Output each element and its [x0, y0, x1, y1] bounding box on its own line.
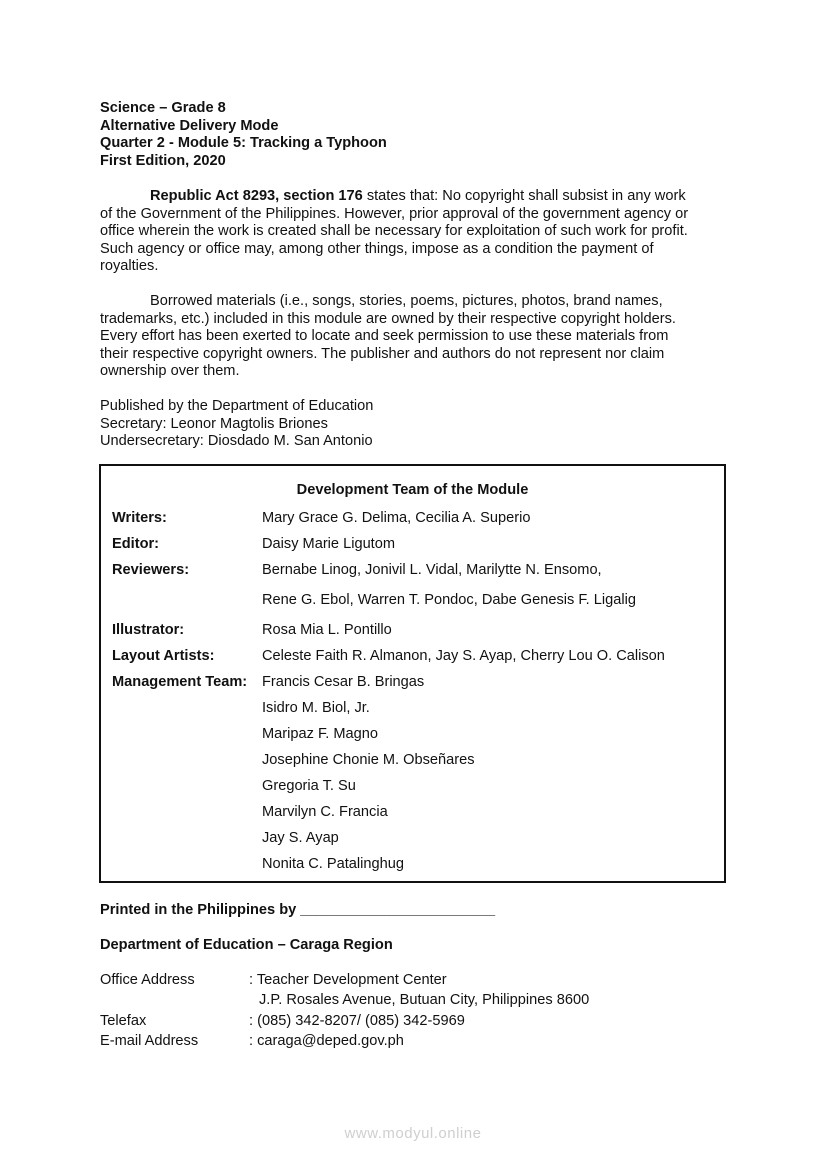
copyright-line-5: royalties. — [100, 258, 159, 274]
secretary: Secretary: Leonor Magtolis Briones — [100, 415, 328, 432]
role-names: Maripaz F. Magno — [262, 726, 378, 742]
office-address-label: Office Address — [100, 972, 195, 988]
borrowed-line-4: their respective copyright owners. The publisher and authors do not represent nor claim — [100, 345, 665, 362]
copyright-line-2: of the Government of the Philippines. However, prior approval of the government agency or — [100, 205, 689, 222]
borrowed-materials-paragraph — [100, 293, 740, 381]
role-names: Mary Grace G. Delima, Cecilia A. Superio — [262, 510, 531, 526]
printed-by: Printed in the Philippines by ________________________ — [100, 902, 496, 918]
role-names: Rosa Mia L. Pontillo — [262, 622, 392, 638]
publisher-info — [100, 398, 373, 451]
module-header — [100, 100, 387, 170]
telefax-value: : (085) 342-8207/ (085) 342-5969 — [249, 1013, 465, 1029]
borrowed-line-5: ownership over them. — [100, 363, 240, 379]
borrowed-line-3: Every effort has been exerted to locate and seek permission to use these materials from — [100, 328, 669, 344]
role-names: Celeste Faith R. Almanon, Jay S. Ayap, Cherry Lou O. Calison — [262, 648, 665, 664]
republic-act-citation: Republic Act 8293, section 176 — [150, 188, 363, 204]
development-team-title: Development Team of the Module — [296, 482, 529, 498]
copyright-line-3: office wherein the work is created shall be necessary for exploitation of such work for profit. — [100, 223, 688, 239]
office-address-line-1: : Teacher Development Center — [249, 972, 447, 988]
region-heading: Department of Education – Caraga Region — [100, 937, 393, 953]
copyright-text: states that: No copyright shall subsist in any work — [362, 188, 686, 204]
role-names: Jay S. Ayap — [262, 830, 339, 846]
header-edition: First Edition, 2020 — [100, 152, 226, 169]
role-names: Marvilyn C. Francia — [262, 804, 388, 820]
copyright-paragraph — [100, 188, 740, 276]
borrowed-line-1: Borrowed materials (i.e., songs, stories, poems, pictures, photos, brand names, — [150, 293, 663, 309]
role-label: Layout Artists: — [112, 648, 215, 664]
role-names: Rene G. Ebol, Warren T. Pondoc, Dabe Genesis F. Ligalig — [262, 592, 636, 608]
role-names: Francis Cesar B. Bringas — [262, 674, 425, 690]
watermark: www.modyul.online — [344, 1125, 482, 1142]
role-names: Daisy Marie Ligutom — [262, 536, 396, 552]
copyright-line-1 — [100, 188, 740, 206]
role-names: Nonita C. Patalinghug — [262, 856, 404, 872]
published-by: Published by the Department of Education — [100, 398, 374, 414]
email-value: : caraga@deped.gov.ph — [249, 1033, 404, 1049]
role-names: Bernabe Linog, Jonivil L. Vidal, Marilytte N. Ensomo, — [262, 562, 602, 578]
development-team-box — [99, 464, 726, 883]
undersecretary: Undersecretary: Diosdado M. San Antonio — [100, 433, 373, 449]
header-subject: Science – Grade 8 — [100, 100, 226, 116]
copyright-line-4: Such agency or office may, among other things, impose as a condition the payment of — [100, 240, 654, 257]
role-label: Reviewers: — [112, 562, 190, 578]
role-label: Illustrator: — [112, 622, 185, 638]
role-label: Editor: — [112, 536, 160, 552]
borrowed-line-2: trademarks, etc.) included in this module are owned by their respective copyright holders. — [100, 310, 676, 327]
header-module-title: Quarter 2 - Module 5: Tracking a Typhoon — [100, 135, 387, 151]
role-names: Josephine Chonie M. Obseñares — [262, 752, 475, 768]
email-label: E-mail Address — [100, 1033, 199, 1049]
header-delivery-mode: Alternative Delivery Mode — [100, 117, 279, 134]
office-address-line-2: J.P. Rosales Avenue, Butuan City, Philippines 8600 — [259, 992, 590, 1008]
role-names: Gregoria T. Su — [262, 778, 356, 794]
role-names: Isidro M. Biol, Jr. — [262, 700, 370, 716]
role-label: Management Team: — [112, 674, 248, 690]
telefax-label: Telefax — [100, 1013, 147, 1029]
role-label: Writers: — [112, 510, 167, 526]
